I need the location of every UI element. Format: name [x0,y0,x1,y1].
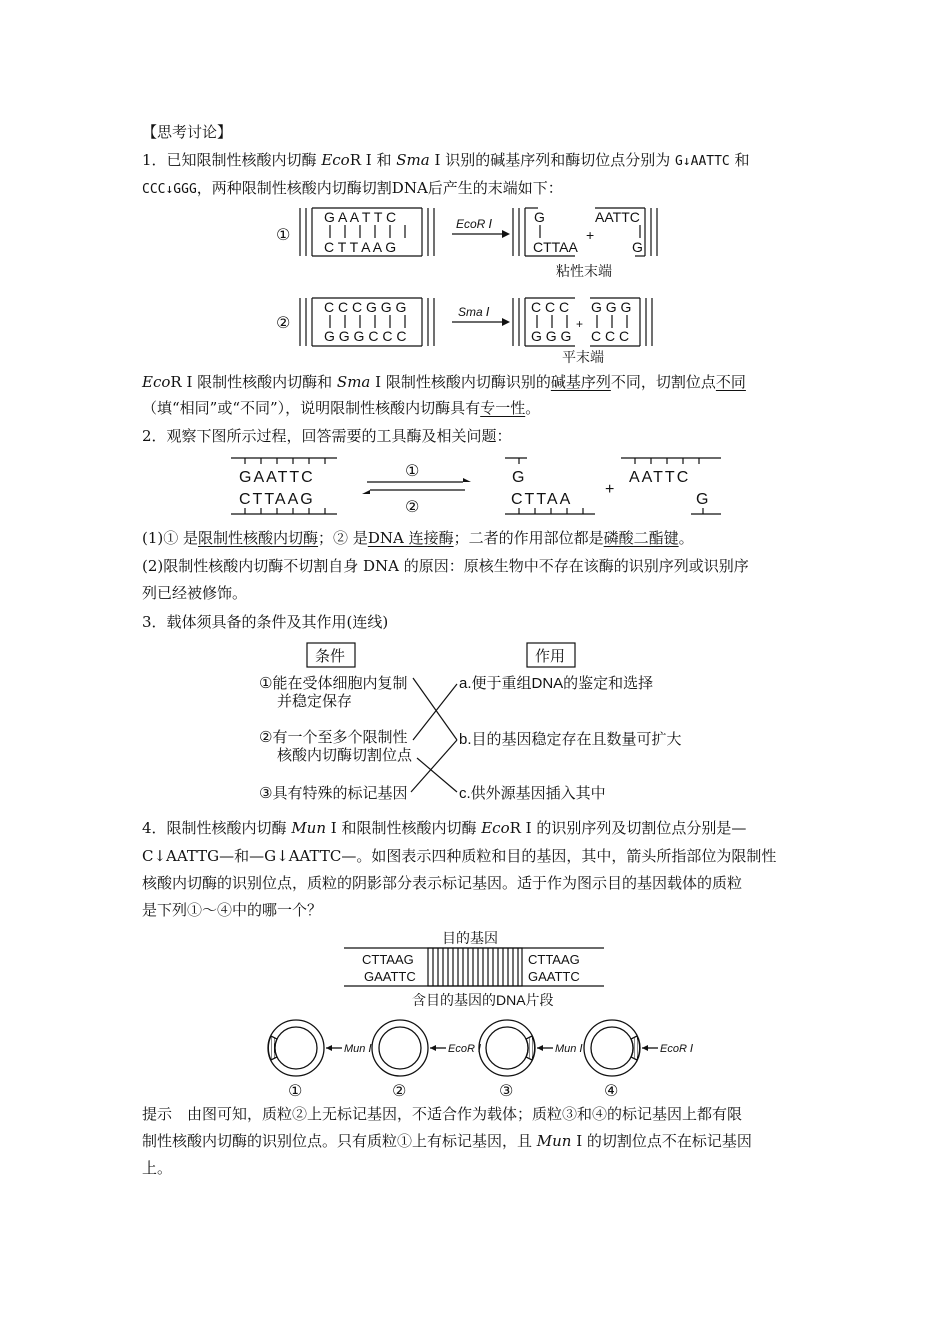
plasmid-1-label: ① [288,1083,303,1100]
fragment-caption: 含目的基因的DNA片段 [412,992,554,1008]
fragment-right-bottom: G [632,239,643,255]
plasmid-3-label: ③ [499,1083,514,1100]
circle-num-1: ① [276,227,291,244]
fragment-left-top: G [534,209,545,225]
plasmid-4-label: ④ [604,1083,619,1100]
plasmid-figure [262,1016,702,1100]
answer-text: R Ⅰ 限制性核酸内切酶和 [170,373,337,391]
q1-text: 和 [371,151,397,169]
hint-line2 [142,1131,752,1151]
plasmid-2-enzyme: EcoR Ⅰ [448,1043,482,1055]
q1-line2 [142,178,563,200]
answer-text: ；二者的作用部位都是 [453,529,604,547]
function-b: b.目的基因稳定存在且数量可扩大 [459,731,682,748]
q1-answer-line1 [142,372,746,392]
fragment-right-bottom: C C C [591,328,630,344]
plasmid-4-enzyme: EcoR Ⅰ [660,1043,694,1055]
right-bottom-seq: GAATTC [528,969,580,984]
answer-text: 不同，切割位点 [610,373,716,391]
target-gene-fragment [340,928,610,1010]
enzyme-name: Mun [291,819,326,837]
sticky-end-label: 粘性末端 [556,263,612,279]
enzyme-suffix: Ⅰ [429,151,441,169]
q1-number: 1． [142,151,167,169]
enzyme-name: Eco [481,819,510,837]
left-bottom-seq: GAATTC [364,969,416,984]
dna-bottom-strand: C T T A A G [324,239,397,255]
right-top-seq: CTTAAG [528,952,580,967]
answer-blank: 碱基序列 [550,373,611,391]
fragment-left-top: C C C [531,299,570,315]
answer-blank: 专一性 [480,399,526,417]
function-a: a.便于重组DNA的鉴定和选择 [459,675,654,692]
q2-part2-line2: 列已经被修饰。 [142,584,248,602]
dna-bottom-strand: G G G C C C [324,328,407,344]
header-functions: 作用 [535,648,566,665]
q4-line2: C↓AATTG—和—G↓AATTC—。如图表示四种质粒和目的基因，其中，箭头所指部位为限制性 [142,847,777,865]
plus-sign: + [605,481,615,498]
answer-text: 。 [678,529,694,547]
header-conditions: 条件 [315,648,346,665]
answer-blank: 限制性核酸内切酶 [198,529,319,547]
answer-text: 。 [525,399,541,417]
q1-line1 [142,150,750,172]
sequence: CCC↓GGG [142,182,197,197]
condition-2-cont: 核酸内切酶切割位点 [277,747,413,764]
section-heading: 【思考讨论】 [142,123,233,141]
blunt-end-label: 平末端 [562,349,604,365]
q4-text: 4．限制性核酸内切酶 [142,819,292,837]
ligation-figure [225,452,735,522]
step-1-label: ① [405,463,420,480]
q4-text: Ⅰ 和限制性核酸内切酶 [326,819,482,837]
q1-text: 识别的碱基序列和酶切位点分别为 [440,151,675,169]
fragment-left-top: G [512,469,525,486]
q4-line3: 核酸内切酶的识别位点，质粒的阴影部分表示标记基因。适于作为图示目的基因载体的质粒 [142,874,743,892]
hint-line3: 上。 [142,1159,173,1177]
restriction-figure-1 [270,200,690,370]
enzyme-name: Mun [536,1132,572,1150]
q1-answer-line2 [142,398,540,418]
dna-top-strand: C C C G G G [324,299,407,315]
answer-text: Ⅰ 限制性核酸内切酶识别的 [370,373,551,391]
condition-2: ②有一个至多个限制性 [259,729,408,746]
answer-blank: 磷酸二酯键 [603,529,679,547]
enzyme-label: EcoR Ⅰ [456,217,493,231]
dna-top-strand: G A A T T C [324,209,397,225]
circle-num-2: ② [276,315,291,332]
q2-text: 2．观察下图所示过程，回答需要的工具酶及相关问题： [142,427,512,445]
enzyme-label: Sma Ⅰ [458,305,490,319]
q2-part1 [142,528,694,548]
q4-line4: 是下列①～④中的哪一个？ [142,901,323,919]
plus-sign: + [576,317,584,331]
fragment-left-bottom: CTTAA [511,491,573,508]
plus-sign: + [586,227,595,243]
answer-text: （填“相同”或“不同”），说明限制性核酸内切酶具有 [142,399,481,417]
q1-text: ，两种限制性核酸内切酶切割DNA后产生的末端如下： [196,179,563,197]
target-gene-label: 目的基因 [442,930,498,946]
hint-text: 制性核酸内切酶的识别位点。只有质粒①上有标记基因，且 [142,1132,537,1150]
enzyme-name: Sma [396,151,430,169]
fragment-left-bottom: CTTAA [533,239,578,255]
answer-text: (1)① 是 [142,529,199,547]
plasmid-3-enzyme: Mun Ⅰ [555,1043,583,1055]
enzyme-name: Eco [321,151,350,169]
sequence: G↓AATTC [674,154,730,169]
q3-text: 3．载体须具备的条件及其作用(连线) [142,613,389,631]
enzyme-suffix: R Ⅰ [349,151,372,169]
q1-text: 已知限制性核酸内切酶 [166,151,322,169]
fragment-right-bottom: G [696,491,709,508]
fragment-right-top: AATTC [629,469,691,486]
dna-bottom-strand: CTTAAG [239,491,315,508]
hint-line1: 提示 由图可知，质粒②上无标记基因，不适合作为载体；质粒③和④的标记基因上都有限 [142,1105,743,1123]
answer-text: ；② 是 [318,529,368,547]
q1-text: 和 [729,151,750,169]
fragment-left-bottom: G G G [531,328,572,344]
q4-text: R Ⅰ 的识别序列及切割位点分别是— [509,819,747,837]
dna-top-strand: GAATTC [239,469,315,486]
q4-line1 [142,818,746,838]
function-c: c.供外源基因插入其中 [459,785,606,802]
plasmid-2-label: ② [392,1083,407,1100]
step-2-label: ② [405,499,420,516]
q2-part2-line1: (2)限制性核酸内切酶不切割自身 DNA 的原因：原核生物中不存在该酶的识别序列或识别序 [142,557,749,575]
matching-figure [255,640,705,810]
answer-blank: 不同 [715,373,746,391]
hint-text: Ⅰ 的切割位点不在标记基因 [571,1132,752,1150]
answer-blank: DNA 连接酶 [367,529,454,547]
fragment-right-top: G G G [591,299,632,315]
condition-3: ③具有特殊的标记基因 [259,785,408,802]
plasmid-1-enzyme: Mun Ⅰ [344,1043,372,1055]
condition-1-cont: 并稳定保存 [277,693,353,710]
enzyme-name: Sma [336,373,371,391]
left-top-seq: CTTAAG [362,952,414,967]
enzyme-name: Eco [142,373,171,391]
fragment-right-top: AATTC [595,209,640,225]
condition-1: ①能在受体细胞内复制 [259,675,408,692]
